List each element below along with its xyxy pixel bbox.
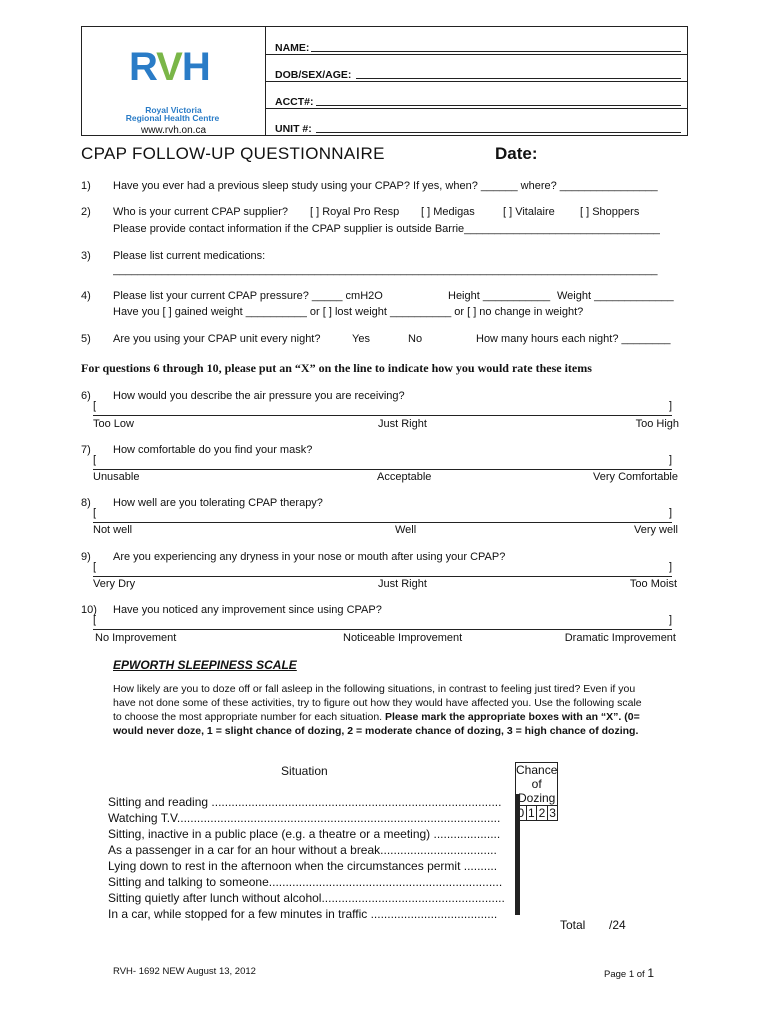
- acct-line[interactable]: [316, 105, 681, 106]
- q9-right-bracket: ]: [668, 561, 672, 573]
- dob-line[interactable]: [356, 78, 681, 79]
- q3-medications-line[interactable]: _________________________________________________________________________________________: [113, 264, 658, 276]
- situation-item: Watching T.V.................................................................................................: [108, 811, 501, 825]
- epworth-instructions: [113, 682, 648, 738]
- q9-number: 9): [81, 551, 91, 563]
- q9-left-label: Very Dry: [93, 578, 136, 590]
- q5-text: Are you using your CPAP unit every night?: [113, 333, 321, 345]
- q9-right-label: Too Moist: [629, 578, 677, 590]
- page-number: [604, 966, 654, 980]
- dob-label: DOB/SEX/AGE:: [275, 69, 352, 81]
- q6-text: How would you describe the air pressure you are receiving?: [113, 390, 405, 402]
- q10-text: Have you noticed any improvement since using CPAP?: [113, 604, 382, 616]
- q2-option-royal-pro-resp[interactable]: [ ] Royal Pro Resp: [310, 206, 400, 218]
- q10-number: 10): [81, 604, 97, 616]
- q9-mid-label: Just Right: [378, 578, 427, 590]
- q10-left-bracket: [: [93, 614, 97, 626]
- q8-right-bracket: ]: [668, 507, 672, 519]
- q7-text: How comfortable do you find your mask?: [113, 444, 313, 456]
- logo-subtitle-1: Royal Victoria: [145, 105, 202, 115]
- unit-field-row[interactable]: [266, 108, 687, 135]
- q6-right-bracket: ]: [668, 400, 672, 412]
- total-value[interactable]: /24: [609, 918, 626, 932]
- q8-rating-line[interactable]: [93, 507, 672, 523]
- q8-left-label: Not well: [93, 524, 133, 536]
- score-header-0: 0: [517, 806, 525, 820]
- unit-label: UNIT #:: [275, 123, 312, 135]
- chance-header-table: [515, 762, 558, 821]
- q2-option-medigas[interactable]: [ ] Medigas: [421, 206, 475, 218]
- q2-number: 2): [81, 206, 91, 218]
- q2-option-vitalaire[interactable]: [ ] Vitalaire: [503, 206, 555, 218]
- q5-number: 5): [81, 333, 91, 345]
- score-cell[interactable]: [519, 885, 520, 900]
- q2-text: Who is your current CPAP supplier?: [113, 206, 289, 218]
- score-header-1: 1: [528, 806, 535, 820]
- q4-number: 4): [81, 290, 91, 302]
- score-cell[interactable]: [519, 900, 520, 915]
- q5-hours[interactable]: How many hours each night? ________: [476, 333, 671, 345]
- situation-item: Sitting and talking to someone......................................................................: [108, 875, 503, 889]
- situation-item: Sitting, inactive in a public place (e.g. a theatre or a meeting) ....................: [108, 827, 501, 841]
- q6-left-bracket: [: [93, 400, 97, 412]
- q7-rating-line[interactable]: [93, 454, 672, 470]
- q2-contact-line[interactable]: Please provide contact information if the CPAP supplier is outside Barrie________________________________: [113, 223, 660, 235]
- q10-right-label: Dramatic Improvement: [564, 632, 676, 644]
- score-header-3: 3: [549, 806, 556, 820]
- q8-left-bracket: [: [93, 507, 97, 519]
- q8-text: How well are you tolerating CPAP therapy?: [113, 497, 323, 509]
- q6-number: 6): [81, 390, 91, 402]
- name-line[interactable]: [311, 51, 681, 52]
- q5-yes[interactable]: Yes: [352, 333, 370, 345]
- chance-of-dozing-header: Chance of Dozing: [516, 763, 558, 805]
- q7-left-label: Unusable: [93, 471, 140, 483]
- score-cell[interactable]: [519, 795, 520, 810]
- q10-left-label: No Improvement: [95, 632, 177, 644]
- q4-height[interactable]: Height ___________: [448, 290, 551, 302]
- situation-item: As a passenger in a car for an hour without a break...................................: [108, 843, 497, 857]
- score-cell[interactable]: [519, 810, 520, 825]
- q7-right-bracket: ]: [668, 454, 672, 466]
- q4-weight[interactable]: Weight _____________: [557, 290, 674, 302]
- q1-text[interactable]: Have you ever had a previous sleep study using your CPAP? If yes, when? ______ where? ________________: [113, 180, 658, 192]
- epworth-intro: How likely are you to doze off or fall asleep in the following situations, in contrast to feeling just tired? Even if you have not done some of these activities, try to figure out how they would have affected you. Use the following scale to choose the most appropriate number for each situation.: [113, 683, 642, 723]
- date-label: Date:: [495, 144, 538, 163]
- q1-number: 1): [81, 180, 91, 192]
- situation-header: Situation: [281, 764, 328, 778]
- score-header-2: 2: [538, 806, 546, 820]
- q7-mid-label: Acceptable: [377, 471, 432, 483]
- q7-number: 7): [81, 444, 91, 456]
- epworth-title: EPWORTH SLEEPINESS SCALE: [113, 658, 297, 672]
- score-grid: [515, 794, 520, 915]
- q6-left-label: Too Low: [93, 418, 134, 430]
- q9-text: Are you experiencing any dryness in your nose or mouth after using your CPAP?: [113, 551, 506, 563]
- q4-weight-change[interactable]: Have you [ ] gained weight __________ or [ ] lost weight __________ or [ ] no change in weight?: [113, 306, 584, 318]
- acct-label: ACCT#:: [275, 96, 314, 108]
- q10-rating-line[interactable]: [93, 614, 672, 630]
- q2-option-shoppers[interactable]: [ ] Shoppers: [580, 206, 640, 218]
- page-label: Page 1 of: [604, 969, 645, 980]
- situation-item: Lying down to rest in the afternoon when the circumstances permit ..........: [108, 859, 498, 873]
- q3-text: Please list current medications:: [113, 250, 266, 262]
- name-field-row[interactable]: [266, 27, 687, 55]
- q5-no[interactable]: No: [408, 333, 423, 345]
- epworth-intro-bold: Please mark the appropriate boxes with an “X”. (0= would never doze, 1 = slight chance of dozing, 2 = moderate chance of dozing, 3 = high chance of dozing.: [113, 711, 640, 737]
- website-url: www.rvh.on.ca: [140, 125, 207, 136]
- q7-left-bracket: [: [93, 454, 97, 466]
- page-title: CPAP FOLLOW-UP QUESTIONNAIRE: [81, 144, 385, 163]
- score-cell[interactable]: [519, 825, 520, 840]
- unit-line[interactable]: [316, 132, 681, 133]
- q9-rating-line[interactable]: [93, 561, 672, 577]
- total-label: Total: [560, 918, 586, 932]
- q10-right-bracket: ]: [668, 614, 672, 626]
- q6-mid-label: Just Right: [378, 418, 427, 430]
- q8-mid-label: Well: [395, 524, 417, 536]
- q8-number: 8): [81, 497, 91, 509]
- q6-right-label: Too High: [635, 418, 679, 430]
- score-cell[interactable]: [519, 840, 520, 855]
- situation-item: In a car, while stopped for a few minutes in traffic ......................................: [108, 907, 498, 921]
- q6-rating-line[interactable]: [93, 400, 672, 416]
- rvh-logo: RVH: [129, 45, 210, 89]
- acct-field-row[interactable]: [266, 81, 687, 109]
- situation-item: Sitting and reading .......................................................................................: [108, 795, 502, 809]
- q8-right-label: Very well: [633, 524, 678, 536]
- situation-item: Sitting quietly after lunch without alcohol.......................................................: [108, 891, 505, 905]
- score-cell[interactable]: [519, 855, 520, 870]
- rating-instructions: For questions 6 through 10, please put an “X” on the line to indicate how you would rate these items: [81, 361, 592, 375]
- form-id: RVH- 1692 NEW August 13, 2012: [113, 966, 256, 977]
- q3-number: 3): [81, 250, 91, 262]
- page-total: 1: [647, 966, 654, 980]
- q10-mid-label: Noticeable Improvement: [343, 632, 463, 644]
- score-cell[interactable]: [519, 870, 520, 885]
- q7-right-label: Very Comfortable: [593, 471, 678, 483]
- q9-left-bracket: [: [93, 561, 97, 573]
- name-label: NAME:: [275, 42, 310, 54]
- q4-text[interactable]: Please list your current CPAP pressure? _____ cmH2O: [113, 290, 383, 302]
- logo-subtitle-2: Regional Health Centre: [125, 113, 220, 123]
- dob-field-row[interactable]: [266, 54, 687, 82]
